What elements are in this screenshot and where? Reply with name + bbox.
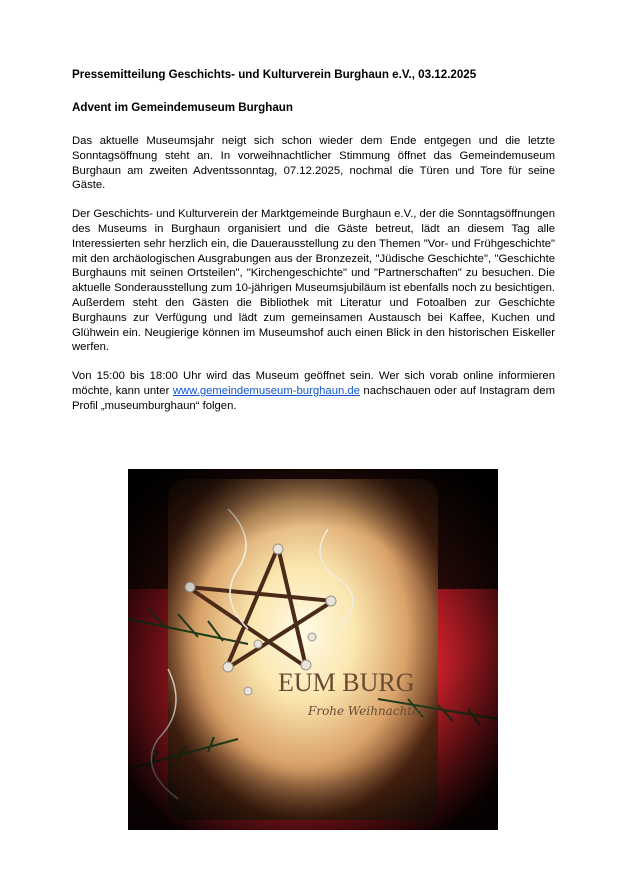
press-release-page bbox=[72, 68, 555, 428]
instagram-text: nachschauen oder auf Instagram dem Profil „museumburghaun“ folgen. bbox=[72, 384, 556, 412]
advent-lantern-photo bbox=[128, 469, 498, 830]
press-release-title: Advent im Gemeindemuseum Burghaun bbox=[72, 101, 293, 114]
opening-hours-text: Von 15:00 bis 18:00 Uhr wird das Museum geöffnet sein. Wer sich vorab online informieren möchte, kann unter bbox=[72, 370, 555, 397]
paragraph-opening-hours bbox=[72, 369, 555, 413]
paragraph-exhibition: Der Geschichts- und Kulturverein der Marktgemeinde Burghaun e.V., der die Sonntagsöffnungen des Museums in Burghaun organisiert und die Gäste betreut, lädt an diesem Tag alle Interessierten sehr herzlich ein, die Dauerausstellung zu den Themen "Vor- und Frühgeschichte" mit den archäologischen Ausgrabungen aus der Bronzezeit, "Jüdische Geschichte", "Geschichte Burghauns mit seinen Ortsteilen", "Kirchengeschichte" und "Partnerschaften" zu besuchen. Die aktuelle Sonderausstellung zum 10-jährigen Museumsjubiläum ist ebenfalls noch zu besichtigen. Außerdem steht den Gästen die Bibliothek mit Literatur und Fotoalben zur Geschichte Burghauns zur Verfügung und lädt zum gemeinsamen Austausch bei Kaffee, Kuchen und Glühwein ein. Neugierige können im Museumshof auch einen Blick in den historischen Eiskeller werfen. bbox=[72, 208, 555, 354]
press-release-header: Pressemitteilung Geschichts- und Kulturverein Burghaun e.V., 03.12.2025 bbox=[72, 68, 477, 81]
museum-website-link[interactable]: www.gemeindemuseum-burghaun.de bbox=[172, 384, 360, 397]
paragraph-intro: Das aktuelle Museumsjahr neigt sich schon wieder dem Ende entgegen und die letzte Sonntagsöffnung steht an. In vorweihnachtlicher Stimmung öffnet das Gemeindemuseum Burghaun am zweiten Adventssonntag, 07.12.2025, nochmal die Türen und Tore für seine Gäste. bbox=[72, 135, 555, 192]
